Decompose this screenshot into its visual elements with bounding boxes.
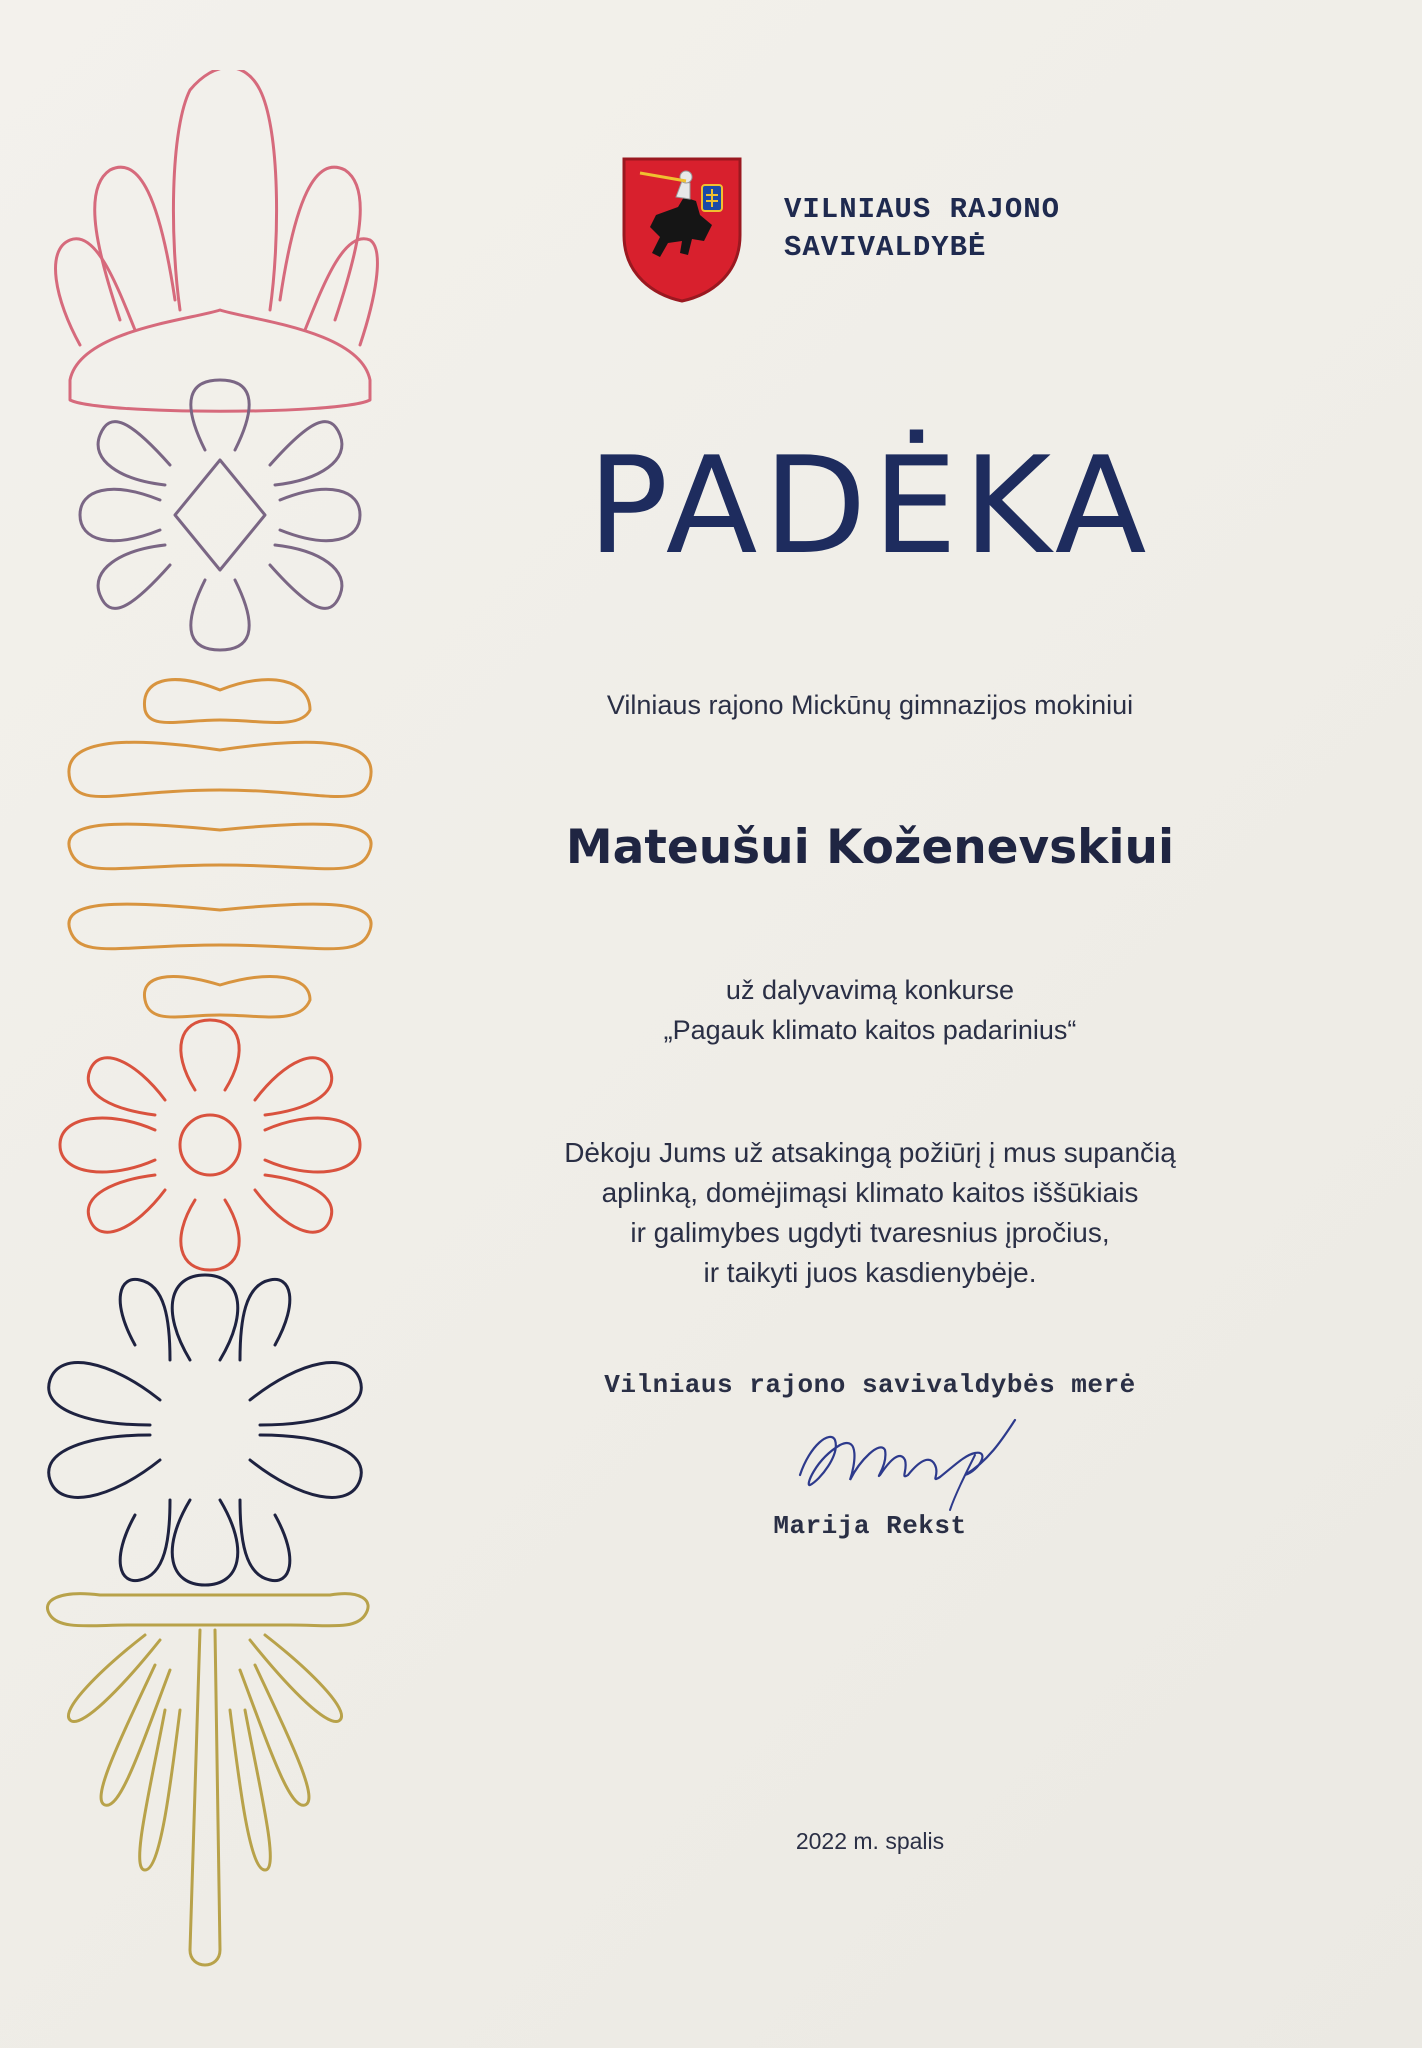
document-title: PADĖKA: [587, 428, 1153, 584]
coat-of-arms-icon: [620, 155, 744, 303]
award-reason: [430, 970, 1310, 1050]
issue-date: 2022 m. spalis: [795, 1828, 945, 1854]
message-line-2: aplinką, domėjimąsi klimato kaitos iššūkiais: [601, 1177, 1139, 1208]
pink-fan-ornament: [56, 70, 378, 411]
olive-tree-ornament: [47, 1594, 368, 1965]
navy-star-ornament: [49, 1275, 362, 1585]
reason-line-2: „Pagauk klimato kaitos padarinius“: [663, 1015, 1077, 1045]
issuer-name: [784, 191, 1060, 267]
signer-name: Marija Rekst: [773, 1511, 967, 1541]
thank-you-message: [430, 1133, 1310, 1293]
message-line-1: Dėkoju Jums už atsakingą požiūrį į mus supančią: [564, 1137, 1176, 1168]
folk-ornament-column: [40, 70, 380, 1990]
recipient-name: Mateušui Koženevskiui: [565, 820, 1175, 875]
issuer-line-1: VILNIAUS RAJONO: [784, 193, 1061, 226]
handwritten-signature-icon: [790, 1405, 1040, 1515]
issuer-line-2: SAVIVALDYBĖ: [784, 231, 987, 264]
issuer-header: [620, 155, 1060, 303]
red-flower-ornament: [60, 1020, 360, 1270]
reason-line-1: už dalyvavimą konkurse: [725, 975, 1015, 1005]
signer-title: Vilniaus rajono savivaldybės merė: [604, 1370, 1136, 1400]
purple-flower-ornament: [80, 380, 360, 650]
message-line-3: ir galimybes ugdyti tvaresnius įpročius,: [630, 1217, 1110, 1248]
message-line-4: ir taikyti juos kasdienybėje.: [703, 1257, 1037, 1288]
orange-wave-ornament: [69, 680, 371, 1017]
recipient-intro: Vilniaus rajono Mickūnų gimnazijos mokiniui: [606, 690, 1134, 720]
